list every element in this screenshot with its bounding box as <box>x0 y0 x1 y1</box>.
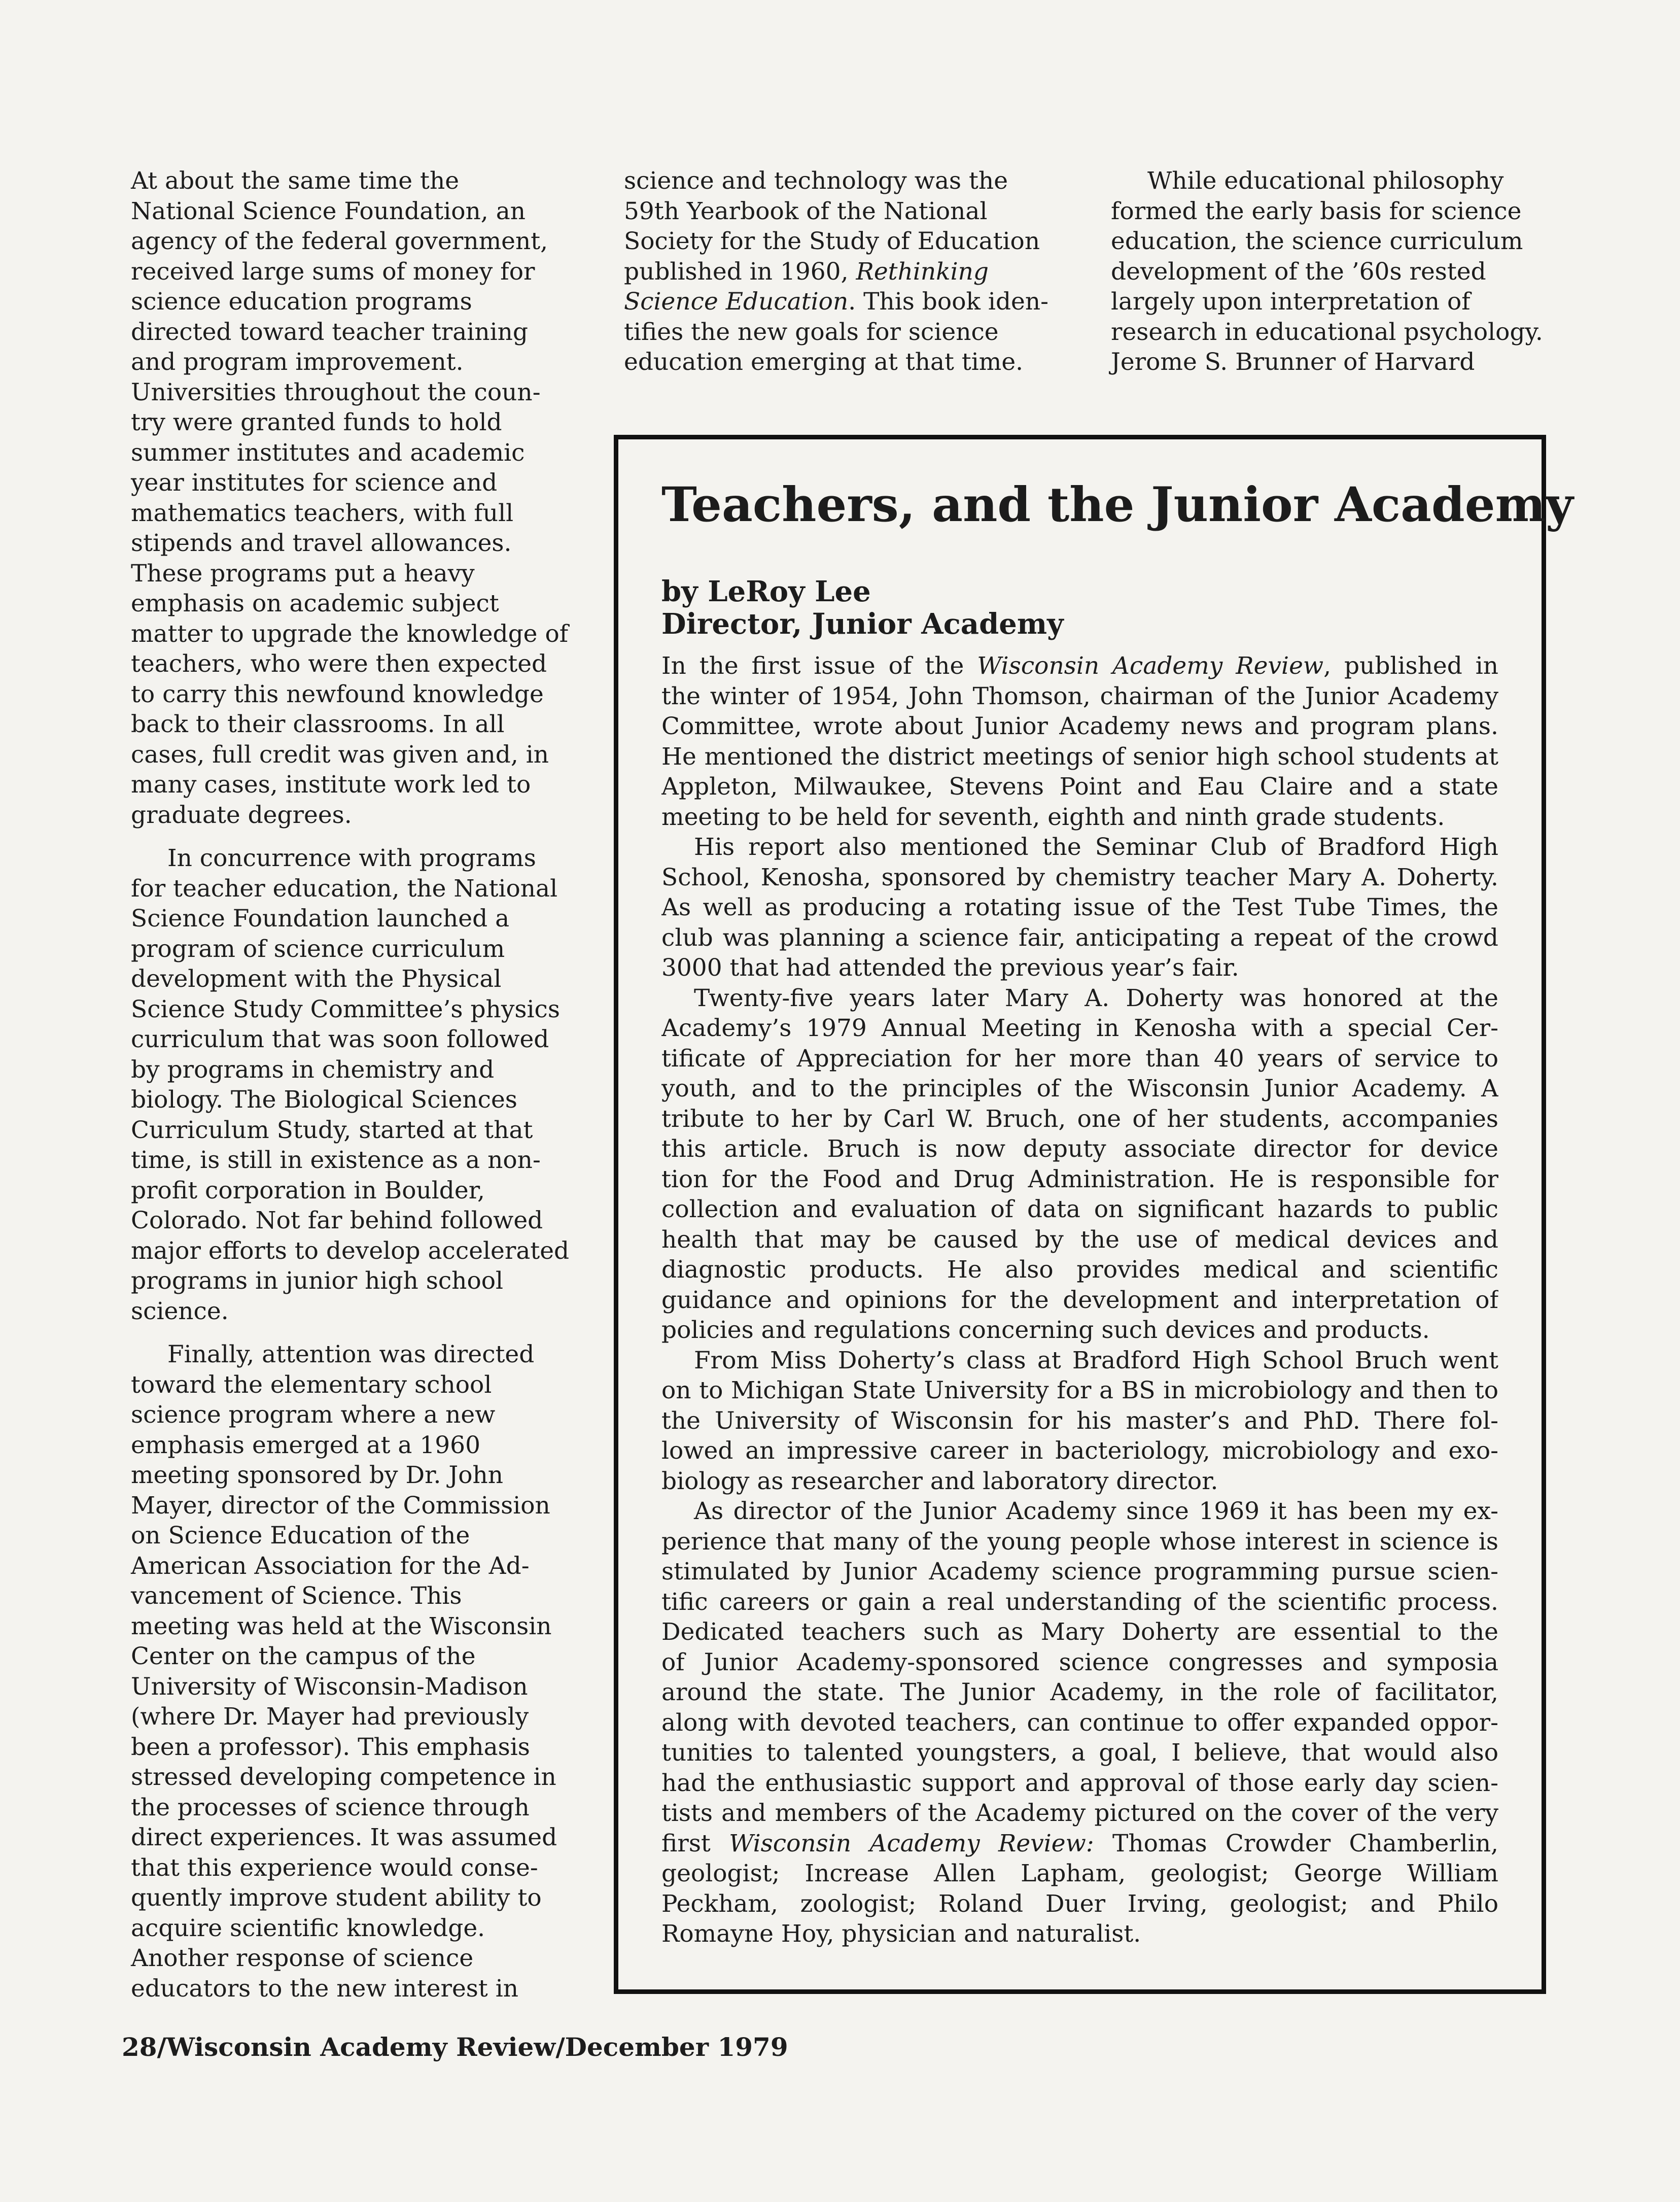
text-line: stipends and travel allowances. <box>131 529 512 557</box>
text-line: Romayne Hoy, physician and naturalist. <box>661 1920 1141 1948</box>
text-line: around the state. The Junior Academy, in the role of facilitator, <box>661 1678 1498 1706</box>
text-line: 3000 that had attended the previous year’s fair. <box>661 954 1239 982</box>
text-line: (where Dr. Mayer had previously <box>131 1703 529 1731</box>
text-line: tion for the Food and Drug Administration. He is responsible for <box>661 1165 1498 1193</box>
text-line: health that may be caused by the use of medical devices and <box>661 1225 1498 1254</box>
italic-title: Rethinking <box>856 257 989 286</box>
text-line: American Association for the Ad- <box>131 1552 530 1580</box>
text-line: lowed an impressive career in bacteriology, microbiology and exo- <box>661 1437 1498 1465</box>
text-line: Curriculum Study, started at that <box>131 1116 533 1144</box>
text-line: 59th Yearbook of the National <box>624 197 988 225</box>
text-line: science and technology was the <box>624 167 1008 195</box>
author-role: Director, Junior Academy <box>661 607 1064 641</box>
text-line: geologist; Increase Allen Lapham, geologist; George William <box>661 1860 1498 1887</box>
text-line <box>661 651 1498 681</box>
italic-title: Science Education <box>624 288 849 316</box>
page-footer: 28/Wisconsin Academy Review/December 1979 <box>122 2032 788 2062</box>
text-line: acquire scientific knowledge. <box>131 1914 485 1942</box>
text-line: In concurrence with programs <box>167 844 536 872</box>
text-line: the processes of science through <box>131 1793 530 1821</box>
text-line: At about the same time the <box>131 167 460 195</box>
text-line: program of science curriculum <box>131 935 505 963</box>
text-line: curriculum that was soon followed <box>131 1025 549 1053</box>
text-line: tific careers or gain a real understanding of the scientific process. <box>661 1588 1498 1616</box>
text-line: Mayer, director of the Commission <box>131 1491 550 1520</box>
text-line: perience that many of the young people whose interest in science is <box>661 1527 1498 1556</box>
text-line <box>624 287 1070 317</box>
text-line: meeting sponsored by Dr. John <box>131 1461 504 1489</box>
text-line: back to their classrooms. In all <box>131 710 505 738</box>
text-line: had the enthusiastic support and approval of those early day scien- <box>661 1769 1498 1797</box>
text-line: for teacher education, the National <box>131 874 558 903</box>
text-run: In the first issue of the <box>661 652 977 680</box>
italic-title: Wisconsin Academy Review <box>977 652 1324 680</box>
text-line: tificate of Appreciation for her more than 40 years of service to <box>661 1044 1498 1073</box>
text-line: vancement of Science. This <box>131 1582 462 1610</box>
text-line: As well as producing a rotating issue of the Test Tube Times, the <box>661 893 1498 921</box>
text-line: on to Michigan State University for a BS in microbiology and then to <box>661 1377 1498 1404</box>
text-line: Finally, attention was directed <box>167 1340 535 1368</box>
sidebar-title: Teachers, and the Junior Academy <box>661 477 1573 533</box>
text-line: to carry this newfound knowledge <box>131 680 544 708</box>
text-run: , published in <box>1323 652 1498 680</box>
text-line: collection and evaluation of data on significant hazards to public <box>661 1195 1498 1223</box>
text-line: research in educational psychology. <box>1111 318 1543 346</box>
text-line: education, the science curriculum <box>1111 227 1523 255</box>
text-line: tifies the new goals for science <box>624 318 999 346</box>
text-line: of Junior Academy-sponsored science congresses and symposia <box>661 1648 1498 1676</box>
text-line: many cases, institute work led to <box>131 771 531 799</box>
text-line: toward the elementary school <box>131 1370 492 1399</box>
text-line: biology as researcher and laboratory director. <box>661 1467 1218 1495</box>
text-line: development of the ’60s rested <box>1111 257 1486 286</box>
text-line: stimulated by Junior Academy science programming pursue scien- <box>661 1558 1498 1586</box>
text-line: tribute to her by Carl W. Bruch, one of her students, accompanies <box>661 1105 1498 1133</box>
text-line: Jerome S. Brunner of Harvard <box>1111 348 1475 376</box>
text-line: Peckham, zoologist; Roland Duer Irving, geologist; and Philo <box>661 1889 1498 1918</box>
text-line: Center on the campus of the <box>131 1642 476 1670</box>
sidebar-byline <box>661 575 1064 640</box>
text-line: science program where a new <box>131 1401 496 1429</box>
text-line: education emerging at that time. <box>624 348 1024 376</box>
text-line: Committee, wrote about Junior Academy news and program plans. <box>661 712 1498 740</box>
text-line: this article. Bruch is now deputy associate director for device <box>661 1135 1498 1163</box>
text-line: policies and regulations concerning such devices and products. <box>661 1316 1430 1344</box>
text-line: His report also mentioned the Seminar Club of Bradford High <box>694 833 1498 861</box>
text-line: School, Kenosha, sponsored by chemistry teacher Mary A. Doherty. <box>661 863 1498 891</box>
text-run: Thomas Crowder Chamberlin, <box>1094 1829 1498 1857</box>
text-line: diagnostic products. He also provides medical and scientific <box>661 1256 1498 1284</box>
text-line: stressed developing competence in <box>131 1763 556 1791</box>
text-line: by programs in chemistry and <box>131 1055 495 1084</box>
text-line: tists and members of the Academy pictured on the cover of the very <box>661 1799 1498 1827</box>
text-line: guidance and opinions for the development and interpretation of <box>661 1286 1498 1314</box>
text-line: the University of Wisconsin for his master’s and PhD. There fol- <box>661 1406 1498 1435</box>
sidebar-box <box>614 435 1573 1994</box>
text-line: Appleton, Milwaukee, Stevens Point and Eau Claire and a state <box>661 773 1498 801</box>
text-line: Society for the Study of Education <box>624 227 1040 255</box>
text-line: Science Foundation launched a <box>131 905 510 933</box>
text-line <box>661 1829 1498 1859</box>
text-line: the winter of 1954, John Thomson, chairman of the Junior Academy <box>661 682 1498 710</box>
text-run: . This book iden- <box>848 288 1048 316</box>
text-line: summer institutes and academic <box>131 438 525 467</box>
text-line: science education programs <box>131 288 472 316</box>
text-line: club was planning a science fair, anticipating a repeat of the crowd <box>661 923 1498 952</box>
text-line: science. <box>131 1297 229 1325</box>
text-line: cases, full credit was given and, in <box>131 740 549 769</box>
text-line: major efforts to develop accelerated <box>131 1236 570 1265</box>
text-line: and program improvement. <box>131 348 464 376</box>
italic-title: Wisconsin Academy Review: <box>729 1829 1094 1857</box>
text-line: received large sums of money for <box>131 257 535 286</box>
text-line: time, is still in existence as a non- <box>131 1146 541 1174</box>
text-line: teachers, who were then expected <box>131 650 547 678</box>
text-line: directed toward teacher training <box>131 318 528 346</box>
text-line: From Miss Doherty’s class at Bradford High School Bruch went <box>694 1346 1498 1374</box>
text-line: As director of the Junior Academy since 1969 it has been my ex- <box>694 1497 1498 1525</box>
text-line: direct experiences. It was assumed <box>131 1823 557 1851</box>
text-line: tunities to talented youngsters, a goal, I believe, that would also <box>661 1739 1498 1767</box>
text-line: programs in junior high school <box>131 1267 504 1295</box>
text-line: mathematics teachers, with full <box>131 499 514 527</box>
text-line: matter to upgrade the knowledge of <box>131 620 569 648</box>
left-column-article-text <box>131 166 577 2004</box>
text-run: published in 1960, <box>624 257 856 286</box>
text-line: year institutes for science and <box>131 469 498 497</box>
text-line: Twenty-five years later Mary A. Doherty was honored at the <box>694 984 1498 1012</box>
text-line: emphasis on academic subject <box>131 590 499 617</box>
text-line: Another response of science <box>131 1944 474 1972</box>
text-line: Academy’s 1979 Annual Meeting in Kenosha with a special Cer- <box>661 1014 1498 1042</box>
right-column-article-text <box>1111 166 1557 377</box>
text-line: Colorado. Not far behind followed <box>131 1207 543 1234</box>
text-line: graduate degrees. <box>131 801 352 829</box>
text-line: largely upon interpretation of <box>1111 288 1471 316</box>
text-line: National Science Foundation, an <box>131 197 526 225</box>
text-run: first <box>661 1829 729 1857</box>
text-line: meeting to be held for seventh, eighth and ninth grade students. <box>661 803 1445 831</box>
text-line: been a professor). This emphasis <box>131 1733 530 1761</box>
text-line: University of Wisconsin-Madison <box>131 1672 528 1701</box>
text-line: Universities throughout the coun- <box>131 378 541 406</box>
text-line: profit corporation in Boulder, <box>131 1176 485 1205</box>
text-line: youth, and to the principles of the Wisconsin Junior Academy. A <box>661 1075 1498 1103</box>
text-line: biology. The Biological Sciences <box>131 1086 517 1114</box>
text-line: He mentioned the district meetings of senior high school students at <box>661 742 1498 771</box>
text-line: agency of the federal government, <box>131 227 548 255</box>
sidebar-body-text <box>661 651 1498 1949</box>
author-byline: by LeRoy Lee <box>661 575 871 608</box>
text-line: along with devoted teachers, can continue to offer expanded oppor- <box>661 1708 1498 1737</box>
text-line: educators to the new interest in <box>131 1974 519 2003</box>
text-line: While educational philosophy <box>1147 167 1504 195</box>
text-line: development with the Physical <box>131 965 502 993</box>
text-line: quently improve student ability to <box>131 1884 542 1912</box>
text-line: Dedicated teachers such as Mary Doherty are essential to the <box>661 1618 1498 1646</box>
text-line: formed the early basis for science <box>1111 197 1522 225</box>
text-line: Science Study Committee’s physics <box>131 995 560 1023</box>
text-line: try were granted funds to hold <box>131 408 502 436</box>
text-line: meeting was held at the Wisconsin <box>131 1612 552 1640</box>
text-line: that this experience would conse- <box>131 1853 538 1882</box>
text-line: on Science Education of the <box>131 1522 470 1550</box>
text-line <box>624 257 1070 287</box>
text-line: These programs put a heavy <box>131 559 475 588</box>
middle-column-article-text <box>624 166 1070 377</box>
text-line: emphasis emerged at a 1960 <box>131 1431 480 1459</box>
